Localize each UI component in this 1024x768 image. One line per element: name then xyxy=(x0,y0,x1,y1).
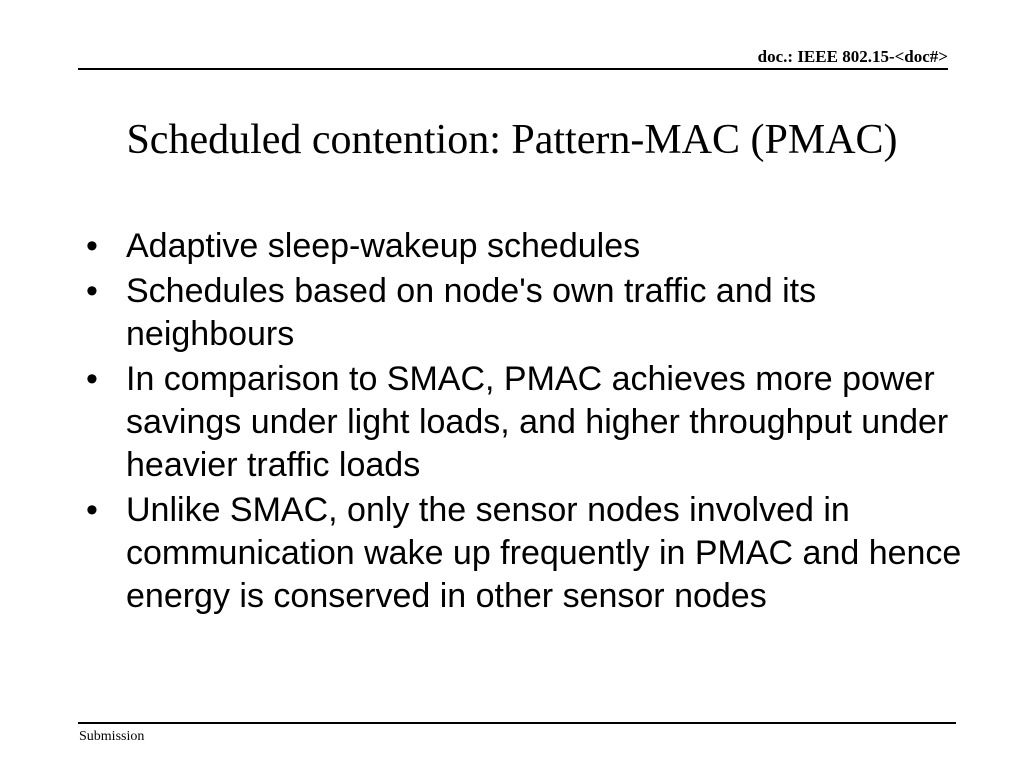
bullet-text: Unlike SMAC, only the sensor nodes involved in communication wake up frequently in PMAC and hence energy is conserved in other sensor nodes xyxy=(126,491,962,615)
bullet-item xyxy=(86,489,966,618)
footer-divider xyxy=(78,722,956,724)
header-divider xyxy=(78,68,948,70)
bullet-icon: • xyxy=(86,360,98,398)
bullet-item xyxy=(86,358,966,487)
document-id-label: doc.: IEEE 802.15-<doc#> xyxy=(757,47,948,66)
slide-title: Scheduled contention: Pattern-MAC (PMAC) xyxy=(126,117,898,163)
footer-submission-label: Submission xyxy=(79,729,145,744)
bullet-text: Adaptive sleep-wakeup schedules xyxy=(126,227,641,265)
bullet-item xyxy=(86,225,966,268)
bullet-text: Schedules based on node's own traffic and its neighbours xyxy=(126,272,817,353)
bullet-text: In comparison to SMAC, PMAC achieves more power savings under light loads, and higher throughput under heavier traffic loads xyxy=(126,360,949,484)
bullet-icon: • xyxy=(86,491,98,529)
bullet-icon: • xyxy=(86,227,98,265)
bullet-icon: • xyxy=(86,272,98,310)
bullet-list xyxy=(86,225,966,620)
bullet-item xyxy=(86,270,966,356)
